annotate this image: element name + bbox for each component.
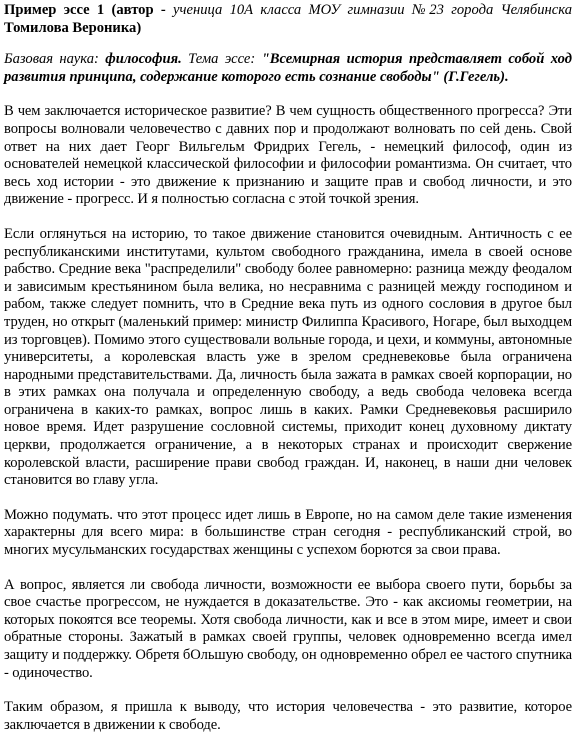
- essay-paragraph-2: Если оглянуться на историю, то такое движение становится очевидным. Античность с ее республиканскими институтами, культом свободного гражданина, имела в своей основе рабство. Средние века "распределили" свободу более равномерно: разница между феодалом и зависимым крестьянином была велика, но несравнима с разницей между господином и рабом, также следует помнить, что в Средние века путь из одного сословия в другое был труден, но открыт (маленький пример: министр Филиппа Красивого, Ногаре, был выходцем из торговцев). Помимо этого существовали вольные города, и цехи, и коммуны, автономные университеты, а королевская власть уже в зрелом средневековье была ограничена народными представительствами. Да, личность была зажата в рамках своей корпорации, но в этих рамках она получала и определенную свободу, а ведь свобода человека всегда ограничена в каких-то рамках, вопрос лишь в каких. Рамки Средневековья расширило новое время. Идет разрушение сословной системы, приходит конец духовному диктату церкви, продолжается ограничение, а в некоторых странах и происходит свержение королевской власти, расширение прави свобод граждан. И, наконец, в наши дни человек становится во главу угла.: [4, 225, 572, 489]
- essay-title: Пример эссе 1 (автор -: [4, 2, 174, 18]
- author-name: Томилова Вероника): [4, 19, 142, 36]
- author-role: ученица 10А класса МОУ гимназии №23 города Челябинска: [173, 2, 572, 18]
- subject-value: философия.: [105, 51, 182, 68]
- theme-value: "Всемирная история представляет собой ход развития принципа, содержание которого есть сознание свободы" (Г.Гегель).: [4, 51, 573, 85]
- theme-label: Тема эссе:: [181, 51, 262, 68]
- essay-paragraph-5: Таким образом, я пришла к выводу, что история человечества - это развитие, которое заключается в движении к свободе.: [4, 699, 572, 733]
- essay-heading: [4, 2, 572, 37]
- essay-paragraph-3: Можно подумать. что этот процесс идет лишь в Европе, но на самом деле такие изменения характерны для всего мира: в большинстве стран сегодня - республиканский строй, во многих мусульманских государствах женщины с успехом борются за свои права.: [4, 506, 572, 559]
- subject-label: Базовая наука:: [4, 51, 106, 68]
- essay-topic: [4, 51, 572, 86]
- essay-paragraph-4: А вопрос, является ли свобода личности, возможности ее выбора своего пути, борьбы за свое счастье прогрессом, не нуждается в доказательстве. Это - как аксиомы геометрии, на которых покоятся все теоремы. Хотя свобода личности, как и все в этом мире, имеет и свои обратные стороны. Зажатый в рамках своей группы, человек одновременно всегда имел защиту и поддержку. Обретя бОльшую свободу, он одновременно обрел ее частого спутника - одиночество.: [4, 576, 572, 681]
- essay-paragraph-1: В чем заключается историческое развитие? В чем сущность общественного прогресса? Эти вопросы волновали человечество с давних пор и продолжают волновать по сей день. Свой ответ на них дает Георг Вильгельм Фридрих Гегель, - немецкий философ, один из основателей немецкой классической философии и философии романтизма. Он считает, что весь ход истории - это движение к признанию и защите прав и свобод личности, и это движение - прогресс. И я полностью согласна с этой точкой зрения.: [4, 103, 572, 208]
